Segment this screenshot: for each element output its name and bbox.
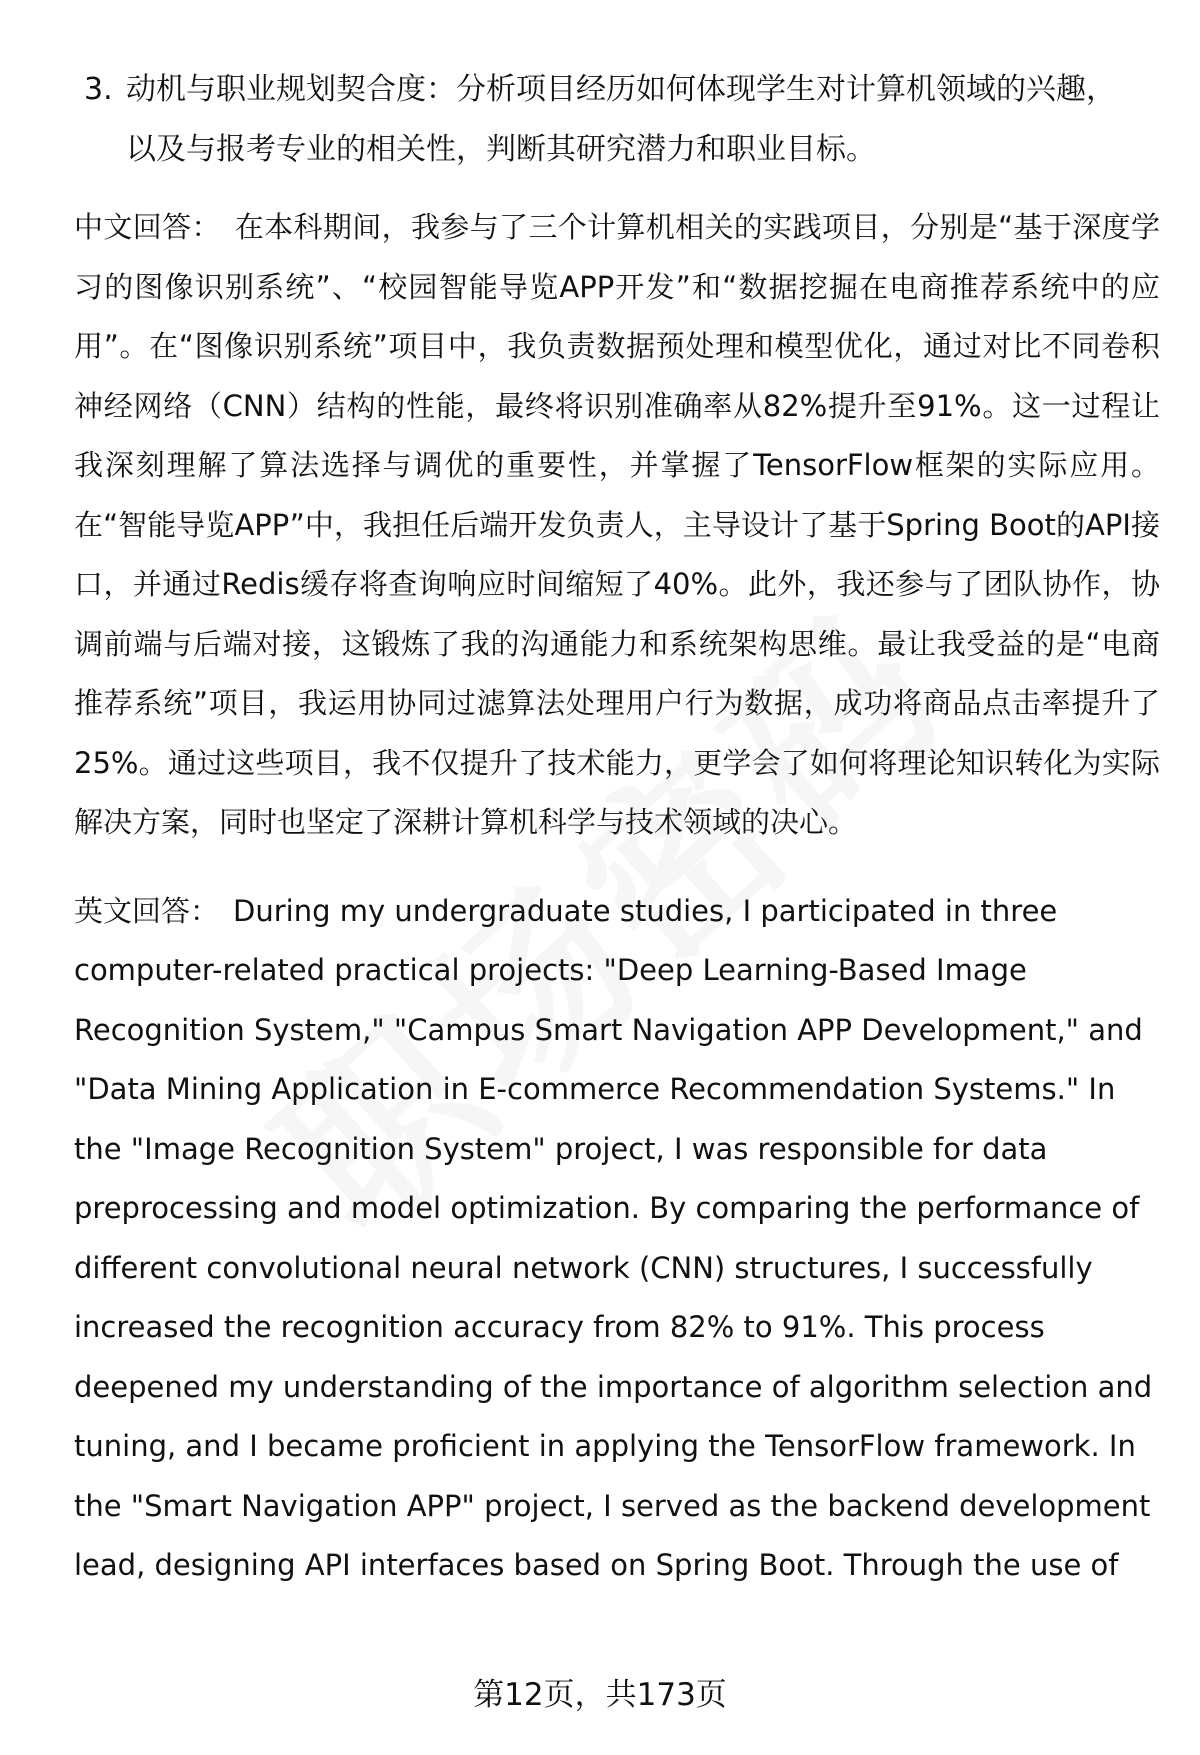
chinese-answer-label: 中文回答：: [74, 210, 221, 244]
document-body: [74, 60, 1160, 1625]
page-number: 第12页，共173页: [473, 1677, 727, 1713]
english-answer-label: 英文回答：: [74, 893, 220, 928]
list-item-text: 动机与职业规划契合度：分析项目经历如何体现学生对计算机领域的兴趣，以及与报考专业的相关性，判断其研究潜力和职业目标。: [126, 72, 1116, 167]
chinese-answer-paragraph: [74, 198, 1160, 853]
english-answer-paragraph: [74, 882, 1160, 1596]
list-item-number: 3.: [84, 72, 113, 107]
chinese-answer-text: 在本科期间，我参与了三个计算机相关的实践项目，分别是“基于深度学习的图像识别系统”、“校园智能导览APP开发”和“数据挖掘在电商推荐系统中的应用”。在“图像识别系统”项目中，我负责数据预处理和模型优化，通过对比不同卷积神经网络（CNN）结构的性能，最终将识别准确率从82%提升至91%。这一过程让我深刻理解了算法选择与调优的重要性，并掌握了TensorFlow框架的实际应用。在“智能导览APP”中，我担任后端开发负责人，主导设计了基于Spring Boot的API接口，并通过Redis缓存将查询响应时间缩短了40%。此外，我还参与了团队协作，协调前端与后端对接，这锻炼了我的沟通能力和系统架构思维。最让我受益的是“电商推荐系统”项目，我运用协同过滤算法处理用户行为数据，成功将商品点击率提升了25%。通过这些项目，我不仅提升了技术能力，更学会了如何将理论知识转化为实际解决方案，同时也坚定了深耕计算机科学与技术领域的决心。: [74, 210, 1160, 839]
english-answer-text: During my undergraduate studies, I participated in three computer-related practical projects: "Deep Learning-Based Image Recognition System," "Campus Smart Navigation APP Development," and "Data Mining Application in E-commerce Recommendation Systems." In the "Image Recognition System" project, I was responsible for data preprocessing and model optimization. By comparing the performance of different convolutional neural network (CNN) structures, I successfully increased the recognition accuracy from 82% to 91%. This process deepened my understanding of the importance of algorithm selection and tuning, and I became proficient in applying the TensorFlow framework. In the "Smart Navigation APP" project, I served as the backend development lead, designing API interfaces based on Spring Boot. Through the use of: [74, 893, 1153, 1582]
numbered-list-item: [84, 60, 1160, 180]
page-footer: [0, 1665, 1200, 1725]
